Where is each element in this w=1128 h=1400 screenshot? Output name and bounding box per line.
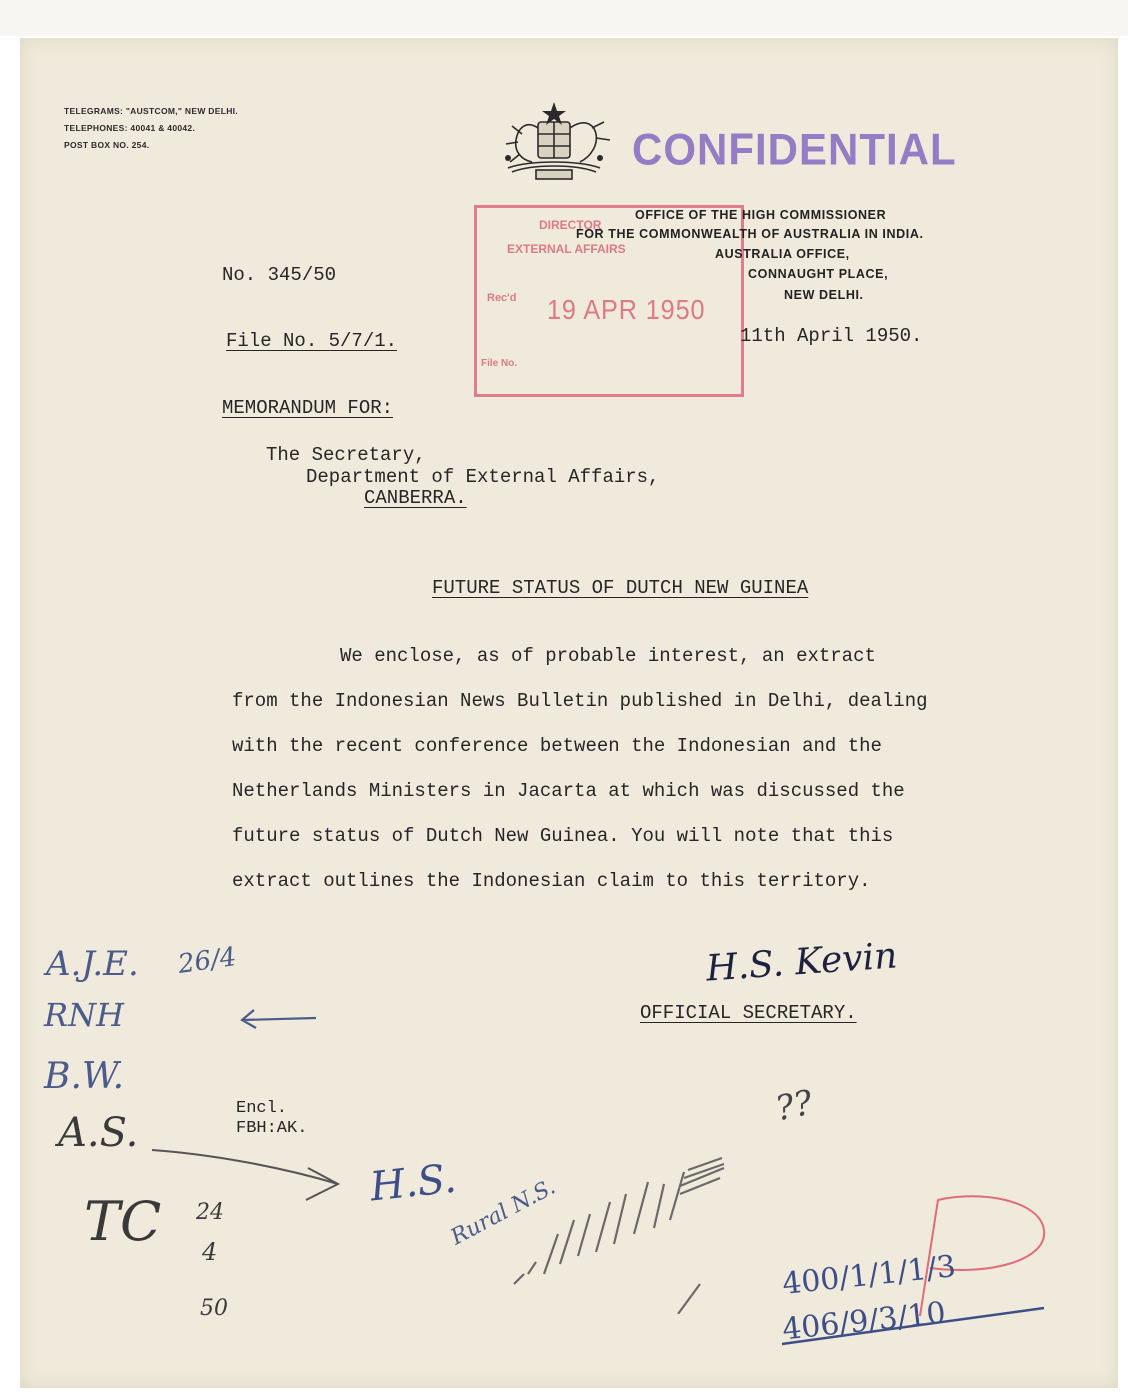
handwritten-tc-year: 50 xyxy=(200,1296,228,1321)
body-line-4: Netherlands Ministers in Jacarta at which was discussed the xyxy=(232,780,905,802)
handwritten-initials-bw: B.W. xyxy=(44,1056,125,1097)
stamp-file-label: File No. xyxy=(481,358,518,369)
handwritten-initials-hs: H.S. xyxy=(367,1155,459,1211)
handwritten-query-marks: ?? xyxy=(772,1082,817,1130)
pencil-scribble-icon xyxy=(504,1124,784,1314)
enclosure-note: Encl. xyxy=(236,1099,288,1118)
handwritten-tc-month: 4 xyxy=(202,1238,218,1266)
body-line-6: extract outlines the Indonesian claim to this territory. xyxy=(232,870,871,892)
telephones-line: TELEPHONES: 40041 & 40042. xyxy=(64,123,196,133)
handwritten-initials-tc: TC xyxy=(84,1190,162,1253)
telegrams-line: TELEGRAMS: "AUSTCOM," NEW DELHI. xyxy=(64,106,238,116)
office-line-2: FOR THE COMMONWEALTH OF AUSTRALIA IN INDIA. xyxy=(576,227,924,241)
handwritten-routing-note: Rural N.S. xyxy=(446,1174,560,1251)
strikethrough-line-icon xyxy=(780,1300,1050,1350)
handwritten-initials-aje: A.J.E. xyxy=(46,944,139,984)
coat-of-arms-icon xyxy=(488,98,620,188)
scan-top-margin xyxy=(0,0,1128,36)
addressee-line-1: The Secretary, xyxy=(266,444,426,466)
post-box-line: POST BOX NO. 254. xyxy=(64,140,150,150)
addressee-line-2: Department of External Affairs, xyxy=(306,466,660,488)
handwritten-arrow-right-icon xyxy=(148,1140,348,1220)
handwritten-tc-day: 24 xyxy=(196,1200,224,1225)
confidential-stamp: CONFIDENTIAL xyxy=(632,124,957,175)
office-line-1: OFFICE OF THE HIGH COMMISSIONER xyxy=(635,208,887,222)
body-line-3: with the recent conference between the Indonesian and the xyxy=(232,735,882,757)
stamp-date: 19 APR 1950 xyxy=(547,294,706,325)
stamp-department-text: EXTERNAL AFFAIRS xyxy=(507,242,626,256)
handwritten-file-number-old: 406/9/3/10 xyxy=(780,1295,948,1348)
body-line-5: future status of Dutch New Guinea. You will note that this xyxy=(232,825,894,847)
handwritten-arrow-left-icon xyxy=(238,1004,318,1032)
handwritten-file-number-current: 400/1/1/1/3 xyxy=(780,1248,958,1303)
file-number: File No. 5/7/1. xyxy=(226,330,398,352)
address-line-1: AUSTRALIA OFFICE, xyxy=(715,247,850,261)
body-line-2: from the Indonesian News Bulletin published in Delhi, dealing xyxy=(232,690,928,712)
signature-title: OFFICIAL SECRETARY. xyxy=(640,1002,857,1024)
subject-heading: FUTURE STATUS OF DUTCH NEW GUINEA xyxy=(432,577,809,599)
addressee-line-3: CANBERRA. xyxy=(364,487,467,509)
reference-number: No. 345/50 xyxy=(222,264,337,286)
handwritten-initials-as: A.S. xyxy=(58,1110,139,1156)
stamp-director-text: DIRECTOR xyxy=(539,218,602,232)
memo-date: 11th April 1950. xyxy=(740,325,923,347)
stamp-recd-label: Rec'd xyxy=(487,292,517,304)
address-line-2: CONNAUGHT PLACE, xyxy=(748,267,889,281)
signature: H.S. Kevin xyxy=(704,935,899,990)
memorandum-heading: MEMORANDUM FOR: xyxy=(222,397,394,419)
typist-reference: FBH:AK. xyxy=(236,1119,308,1138)
handwritten-note-date: 26/4 xyxy=(176,942,239,980)
address-line-3: NEW DELHI. xyxy=(784,288,864,302)
body-line-1: We enclose, as of probable interest, an extract xyxy=(340,645,876,667)
handwritten-initials-rnh: RNH xyxy=(44,996,124,1034)
